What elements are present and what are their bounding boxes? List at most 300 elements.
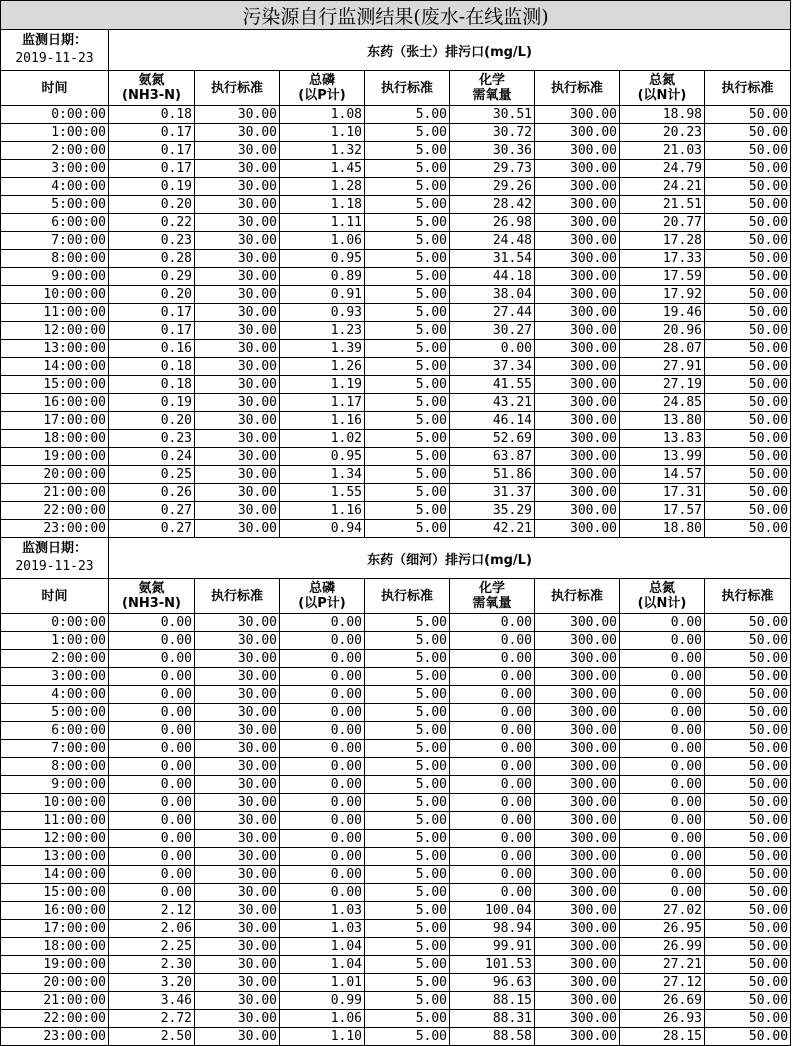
value-cell: 5.00 bbox=[365, 614, 450, 632]
value-cell: 0.25 bbox=[109, 466, 195, 484]
value-cell: 0.18 bbox=[109, 106, 195, 124]
time-cell: 8:00:00 bbox=[1, 250, 109, 268]
table-row bbox=[1, 740, 791, 758]
value-cell: 300.00 bbox=[535, 448, 620, 466]
time-cell: 3:00:00 bbox=[1, 160, 109, 178]
value-cell: 1.03 bbox=[280, 920, 365, 938]
value-cell: 0.00 bbox=[280, 722, 365, 740]
value-cell: 50.00 bbox=[705, 160, 791, 178]
value-cell: 0.23 bbox=[109, 232, 195, 250]
value-cell: 0.00 bbox=[450, 704, 535, 722]
value-cell: 50.00 bbox=[705, 394, 791, 412]
value-cell: 50.00 bbox=[705, 866, 791, 884]
value-cell: 96.63 bbox=[450, 974, 535, 992]
value-cell: 5.00 bbox=[365, 830, 450, 848]
value-cell: 14.57 bbox=[620, 466, 705, 484]
value-cell: 5.00 bbox=[365, 776, 450, 794]
value-cell: 30.00 bbox=[195, 866, 280, 884]
value-cell: 300.00 bbox=[535, 902, 620, 920]
value-cell: 50.00 bbox=[705, 142, 791, 160]
value-cell: 30.00 bbox=[195, 340, 280, 358]
monitor-date-value: 2019-11-23 bbox=[15, 51, 94, 66]
value-cell: 30.00 bbox=[195, 812, 280, 830]
value-cell: 1.10 bbox=[280, 124, 365, 142]
value-cell: 300.00 bbox=[535, 722, 620, 740]
value-cell: 30.00 bbox=[195, 668, 280, 686]
value-cell: 300.00 bbox=[535, 124, 620, 142]
value-cell: 17.28 bbox=[620, 232, 705, 250]
value-cell: 0.19 bbox=[109, 394, 195, 412]
value-cell: 300.00 bbox=[535, 304, 620, 322]
value-cell: 5.00 bbox=[365, 704, 450, 722]
column-header: 时间 bbox=[1, 71, 109, 106]
time-cell: 23:00:00 bbox=[1, 520, 109, 538]
value-cell: 50.00 bbox=[705, 938, 791, 956]
value-cell: 30.00 bbox=[195, 376, 280, 394]
time-cell: 14:00:00 bbox=[1, 358, 109, 376]
value-cell: 300.00 bbox=[535, 340, 620, 358]
table-row bbox=[1, 668, 791, 686]
value-cell: 28.42 bbox=[450, 196, 535, 214]
value-cell: 0.99 bbox=[280, 992, 365, 1010]
value-cell: 19.46 bbox=[620, 304, 705, 322]
value-cell: 0.00 bbox=[109, 704, 195, 722]
value-cell: 5.00 bbox=[365, 178, 450, 196]
value-cell: 0.00 bbox=[280, 686, 365, 704]
value-cell: 300.00 bbox=[535, 776, 620, 794]
value-cell: 1.45 bbox=[280, 160, 365, 178]
value-cell: 43.21 bbox=[450, 394, 535, 412]
value-cell: 300.00 bbox=[535, 232, 620, 250]
value-cell: 5.00 bbox=[365, 448, 450, 466]
value-cell: 1.32 bbox=[280, 142, 365, 160]
time-cell: 22:00:00 bbox=[1, 502, 109, 520]
value-cell: 50.00 bbox=[705, 250, 791, 268]
value-cell: 0.00 bbox=[280, 848, 365, 866]
column-header: 执行标准 bbox=[535, 71, 620, 106]
time-cell: 23:00:00 bbox=[1, 1028, 109, 1046]
table-row bbox=[1, 866, 791, 884]
table-row bbox=[1, 632, 791, 650]
value-cell: 5.00 bbox=[365, 520, 450, 538]
value-cell: 30.00 bbox=[195, 286, 280, 304]
value-cell: 0.00 bbox=[620, 884, 705, 902]
value-cell: 5.00 bbox=[365, 794, 450, 812]
value-cell: 18.80 bbox=[620, 520, 705, 538]
value-cell: 0.00 bbox=[450, 632, 535, 650]
value-cell: 0.00 bbox=[620, 848, 705, 866]
value-cell: 300.00 bbox=[535, 286, 620, 304]
value-cell: 2.50 bbox=[109, 1028, 195, 1046]
value-cell: 35.29 bbox=[450, 502, 535, 520]
value-cell: 30.00 bbox=[195, 974, 280, 992]
value-cell: 3.46 bbox=[109, 992, 195, 1010]
time-cell: 14:00:00 bbox=[1, 866, 109, 884]
value-cell: 30.00 bbox=[195, 758, 280, 776]
value-cell: 300.00 bbox=[535, 484, 620, 502]
value-cell: 5.00 bbox=[365, 632, 450, 650]
value-cell: 30.00 bbox=[195, 430, 280, 448]
value-cell: 1.55 bbox=[280, 484, 365, 502]
value-cell: 1.18 bbox=[280, 196, 365, 214]
column-header: 氨氮 (NH3-N) bbox=[109, 579, 195, 614]
value-cell: 50.00 bbox=[705, 1010, 791, 1028]
value-cell: 30.00 bbox=[195, 776, 280, 794]
value-cell: 0.23 bbox=[109, 430, 195, 448]
value-cell: 1.11 bbox=[280, 214, 365, 232]
value-cell: 50.00 bbox=[705, 376, 791, 394]
value-cell: 27.21 bbox=[620, 956, 705, 974]
value-cell: 300.00 bbox=[535, 268, 620, 286]
table-row bbox=[1, 884, 791, 902]
time-cell: 17:00:00 bbox=[1, 920, 109, 938]
value-cell: 30.00 bbox=[195, 1010, 280, 1028]
table-row bbox=[1, 178, 791, 196]
table-row bbox=[1, 502, 791, 520]
value-cell: 0.00 bbox=[109, 614, 195, 632]
value-cell: 50.00 bbox=[705, 776, 791, 794]
value-cell: 1.28 bbox=[280, 178, 365, 196]
value-cell: 50.00 bbox=[705, 124, 791, 142]
time-cell: 3:00:00 bbox=[1, 668, 109, 686]
value-cell: 88.15 bbox=[450, 992, 535, 1010]
column-header: 化学 需氧量 bbox=[450, 71, 535, 106]
value-cell: 5.00 bbox=[365, 812, 450, 830]
time-cell: 5:00:00 bbox=[1, 704, 109, 722]
time-cell: 20:00:00 bbox=[1, 466, 109, 484]
time-cell: 5:00:00 bbox=[1, 196, 109, 214]
table-row bbox=[1, 340, 791, 358]
value-cell: 300.00 bbox=[535, 704, 620, 722]
time-cell: 7:00:00 bbox=[1, 232, 109, 250]
value-cell: 0.00 bbox=[280, 884, 365, 902]
value-cell: 50.00 bbox=[705, 668, 791, 686]
time-cell: 9:00:00 bbox=[1, 776, 109, 794]
value-cell: 50.00 bbox=[705, 740, 791, 758]
value-cell: 38.04 bbox=[450, 286, 535, 304]
value-cell: 0.00 bbox=[109, 668, 195, 686]
value-cell: 2.12 bbox=[109, 902, 195, 920]
value-cell: 30.00 bbox=[195, 992, 280, 1010]
value-cell: 2.06 bbox=[109, 920, 195, 938]
value-cell: 27.44 bbox=[450, 304, 535, 322]
value-cell: 50.00 bbox=[705, 1028, 791, 1046]
value-cell: 1.23 bbox=[280, 322, 365, 340]
value-cell: 0.00 bbox=[620, 650, 705, 668]
table-row bbox=[1, 484, 791, 502]
value-cell: 5.00 bbox=[365, 502, 450, 520]
value-cell: 0.00 bbox=[280, 758, 365, 776]
value-cell: 30.00 bbox=[195, 704, 280, 722]
time-cell: 13:00:00 bbox=[1, 848, 109, 866]
value-cell: 17.92 bbox=[620, 286, 705, 304]
value-cell: 30.00 bbox=[195, 196, 280, 214]
time-cell: 0:00:00 bbox=[1, 106, 109, 124]
table-row bbox=[1, 1010, 791, 1028]
value-cell: 17.31 bbox=[620, 484, 705, 502]
value-cell: 5.00 bbox=[365, 848, 450, 866]
value-cell: 24.79 bbox=[620, 160, 705, 178]
value-cell: 27.02 bbox=[620, 902, 705, 920]
value-cell: 5.00 bbox=[365, 956, 450, 974]
value-cell: 88.31 bbox=[450, 1010, 535, 1028]
value-cell: 0.00 bbox=[450, 722, 535, 740]
value-cell: 1.26 bbox=[280, 358, 365, 376]
value-cell: 300.00 bbox=[535, 866, 620, 884]
value-cell: 1.01 bbox=[280, 974, 365, 992]
value-cell: 50.00 bbox=[705, 614, 791, 632]
value-cell: 1.39 bbox=[280, 340, 365, 358]
value-cell: 27.12 bbox=[620, 974, 705, 992]
value-cell: 0.19 bbox=[109, 178, 195, 196]
value-cell: 30.00 bbox=[195, 830, 280, 848]
time-cell: 16:00:00 bbox=[1, 902, 109, 920]
value-cell: 300.00 bbox=[535, 830, 620, 848]
value-cell: 88.58 bbox=[450, 1028, 535, 1046]
value-cell: 30.00 bbox=[195, 740, 280, 758]
value-cell: 300.00 bbox=[535, 322, 620, 340]
value-cell: 24.48 bbox=[450, 232, 535, 250]
value-cell: 0.00 bbox=[109, 866, 195, 884]
value-cell: 30.00 bbox=[195, 1028, 280, 1046]
value-cell: 0.00 bbox=[450, 340, 535, 358]
table-row bbox=[1, 232, 791, 250]
value-cell: 1.16 bbox=[280, 502, 365, 520]
value-cell: 300.00 bbox=[535, 812, 620, 830]
value-cell: 0.00 bbox=[109, 650, 195, 668]
value-cell: 0.27 bbox=[109, 520, 195, 538]
value-cell: 300.00 bbox=[535, 358, 620, 376]
value-cell: 50.00 bbox=[705, 232, 791, 250]
value-cell: 0.00 bbox=[280, 614, 365, 632]
value-cell: 30.00 bbox=[195, 160, 280, 178]
monitor-date-label: 监测日期： bbox=[21, 33, 87, 48]
value-cell: 50.00 bbox=[705, 884, 791, 902]
value-cell: 0.00 bbox=[450, 758, 535, 776]
value-cell: 5.00 bbox=[365, 1028, 450, 1046]
value-cell: 50.00 bbox=[705, 466, 791, 484]
value-cell: 300.00 bbox=[535, 938, 620, 956]
time-cell: 12:00:00 bbox=[1, 322, 109, 340]
column-header: 执行标准 bbox=[195, 579, 280, 614]
value-cell: 50.00 bbox=[705, 484, 791, 502]
value-cell: 0.27 bbox=[109, 502, 195, 520]
value-cell: 50.00 bbox=[705, 686, 791, 704]
value-cell: 50.00 bbox=[705, 650, 791, 668]
table-row bbox=[1, 466, 791, 484]
value-cell: 18.98 bbox=[620, 106, 705, 124]
value-cell: 300.00 bbox=[535, 106, 620, 124]
value-cell: 50.00 bbox=[705, 830, 791, 848]
value-cell: 5.00 bbox=[365, 484, 450, 502]
value-cell: 17.57 bbox=[620, 502, 705, 520]
value-cell: 31.37 bbox=[450, 484, 535, 502]
time-cell: 16:00:00 bbox=[1, 394, 109, 412]
value-cell: 5.00 bbox=[365, 722, 450, 740]
value-cell: 0.17 bbox=[109, 322, 195, 340]
value-cell: 0.24 bbox=[109, 448, 195, 466]
value-cell: 300.00 bbox=[535, 794, 620, 812]
value-cell: 30.00 bbox=[195, 794, 280, 812]
value-cell: 5.00 bbox=[365, 668, 450, 686]
value-cell: 30.00 bbox=[195, 956, 280, 974]
value-cell: 50.00 bbox=[705, 412, 791, 430]
value-cell: 0.00 bbox=[109, 812, 195, 830]
value-cell: 30.00 bbox=[195, 394, 280, 412]
value-cell: 0.00 bbox=[620, 830, 705, 848]
value-cell: 300.00 bbox=[535, 1028, 620, 1046]
value-cell: 30.00 bbox=[195, 466, 280, 484]
value-cell: 30.00 bbox=[195, 614, 280, 632]
value-cell: 5.00 bbox=[365, 740, 450, 758]
value-cell: 29.73 bbox=[450, 160, 535, 178]
value-cell: 27.19 bbox=[620, 376, 705, 394]
value-cell: 0.00 bbox=[620, 776, 705, 794]
time-cell: 6:00:00 bbox=[1, 214, 109, 232]
time-cell: 6:00:00 bbox=[1, 722, 109, 740]
time-cell: 1:00:00 bbox=[1, 124, 109, 142]
value-cell: 5.00 bbox=[365, 902, 450, 920]
table-row bbox=[1, 812, 791, 830]
value-cell: 300.00 bbox=[535, 430, 620, 448]
table-row bbox=[1, 412, 791, 430]
value-cell: 50.00 bbox=[705, 812, 791, 830]
table-row bbox=[1, 650, 791, 668]
value-cell: 30.27 bbox=[450, 322, 535, 340]
report-title: 污染源自行监测结果(废水-在线监测) bbox=[1, 1, 791, 30]
value-cell: 300.00 bbox=[535, 614, 620, 632]
value-cell: 1.19 bbox=[280, 376, 365, 394]
value-cell: 1.04 bbox=[280, 956, 365, 974]
value-cell: 0.94 bbox=[280, 520, 365, 538]
value-cell: 0.00 bbox=[109, 794, 195, 812]
value-cell: 0.00 bbox=[450, 830, 535, 848]
value-cell: 0.29 bbox=[109, 268, 195, 286]
value-cell: 300.00 bbox=[535, 758, 620, 776]
time-cell: 19:00:00 bbox=[1, 956, 109, 974]
value-cell: 0.00 bbox=[109, 758, 195, 776]
table-row bbox=[1, 704, 791, 722]
value-cell: 30.00 bbox=[195, 502, 280, 520]
value-cell: 26.99 bbox=[620, 938, 705, 956]
value-cell: 5.00 bbox=[365, 106, 450, 124]
time-cell: 19:00:00 bbox=[1, 448, 109, 466]
table-row bbox=[1, 196, 791, 214]
value-cell: 0.00 bbox=[450, 776, 535, 794]
value-cell: 2.30 bbox=[109, 956, 195, 974]
value-cell: 5.00 bbox=[365, 884, 450, 902]
value-cell: 30.00 bbox=[195, 902, 280, 920]
value-cell: 0.91 bbox=[280, 286, 365, 304]
time-cell: 20:00:00 bbox=[1, 974, 109, 992]
table-row bbox=[1, 992, 791, 1010]
value-cell: 0.22 bbox=[109, 214, 195, 232]
value-cell: 300.00 bbox=[535, 884, 620, 902]
value-cell: 300.00 bbox=[535, 160, 620, 178]
value-cell: 24.85 bbox=[620, 394, 705, 412]
table-row bbox=[1, 686, 791, 704]
value-cell: 50.00 bbox=[705, 106, 791, 124]
value-cell: 1.16 bbox=[280, 412, 365, 430]
value-cell: 0.00 bbox=[280, 632, 365, 650]
value-cell: 30.00 bbox=[195, 484, 280, 502]
value-cell: 0.17 bbox=[109, 124, 195, 142]
table-row bbox=[1, 430, 791, 448]
value-cell: 100.04 bbox=[450, 902, 535, 920]
table-row bbox=[1, 250, 791, 268]
value-cell: 30.00 bbox=[195, 938, 280, 956]
value-cell: 50.00 bbox=[705, 214, 791, 232]
value-cell: 30.51 bbox=[450, 106, 535, 124]
time-cell: 10:00:00 bbox=[1, 286, 109, 304]
value-cell: 30.00 bbox=[195, 412, 280, 430]
table-row bbox=[1, 920, 791, 938]
value-cell: 20.77 bbox=[620, 214, 705, 232]
monitor-date-cell bbox=[1, 30, 109, 71]
value-cell: 0.00 bbox=[450, 668, 535, 686]
value-cell: 0.00 bbox=[280, 794, 365, 812]
table-row bbox=[1, 848, 791, 866]
value-cell: 0.20 bbox=[109, 196, 195, 214]
value-cell: 13.99 bbox=[620, 448, 705, 466]
value-cell: 1.10 bbox=[280, 1028, 365, 1046]
value-cell: 0.00 bbox=[620, 812, 705, 830]
value-cell: 50.00 bbox=[705, 196, 791, 214]
value-cell: 300.00 bbox=[535, 740, 620, 758]
time-cell: 0:00:00 bbox=[1, 614, 109, 632]
value-cell: 0.17 bbox=[109, 160, 195, 178]
value-cell: 0.00 bbox=[620, 614, 705, 632]
outlet-name: 东药（张士）排污口(mg/L) bbox=[109, 30, 791, 71]
value-cell: 30.00 bbox=[195, 232, 280, 250]
column-header: 执行标准 bbox=[365, 71, 450, 106]
value-cell: 5.00 bbox=[365, 866, 450, 884]
value-cell: 0.00 bbox=[109, 848, 195, 866]
table-row bbox=[1, 268, 791, 286]
value-cell: 26.69 bbox=[620, 992, 705, 1010]
value-cell: 0.28 bbox=[109, 250, 195, 268]
value-cell: 0.00 bbox=[109, 632, 195, 650]
value-cell: 5.00 bbox=[365, 412, 450, 430]
value-cell: 27.91 bbox=[620, 358, 705, 376]
table-row bbox=[1, 722, 791, 740]
value-cell: 30.00 bbox=[195, 686, 280, 704]
value-cell: 0.00 bbox=[450, 686, 535, 704]
value-cell: 17.59 bbox=[620, 268, 705, 286]
value-cell: 0.00 bbox=[280, 650, 365, 668]
value-cell: 5.00 bbox=[365, 758, 450, 776]
value-cell: 0.00 bbox=[450, 614, 535, 632]
time-cell: 21:00:00 bbox=[1, 992, 109, 1010]
value-cell: 5.00 bbox=[365, 322, 450, 340]
value-cell: 50.00 bbox=[705, 848, 791, 866]
time-cell: 7:00:00 bbox=[1, 740, 109, 758]
value-cell: 26.98 bbox=[450, 214, 535, 232]
value-cell: 1.17 bbox=[280, 394, 365, 412]
table-row bbox=[1, 1028, 791, 1046]
value-cell: 300.00 bbox=[535, 376, 620, 394]
table-row bbox=[1, 124, 791, 142]
value-cell: 0.00 bbox=[450, 848, 535, 866]
value-cell: 30.00 bbox=[195, 250, 280, 268]
value-cell: 30.00 bbox=[195, 268, 280, 286]
time-cell: 18:00:00 bbox=[1, 938, 109, 956]
table-row bbox=[1, 160, 791, 178]
monitor-date-value: 2019-11-23 bbox=[15, 559, 94, 574]
value-cell: 0.00 bbox=[620, 722, 705, 740]
time-cell: 15:00:00 bbox=[1, 376, 109, 394]
value-cell: 30.72 bbox=[450, 124, 535, 142]
